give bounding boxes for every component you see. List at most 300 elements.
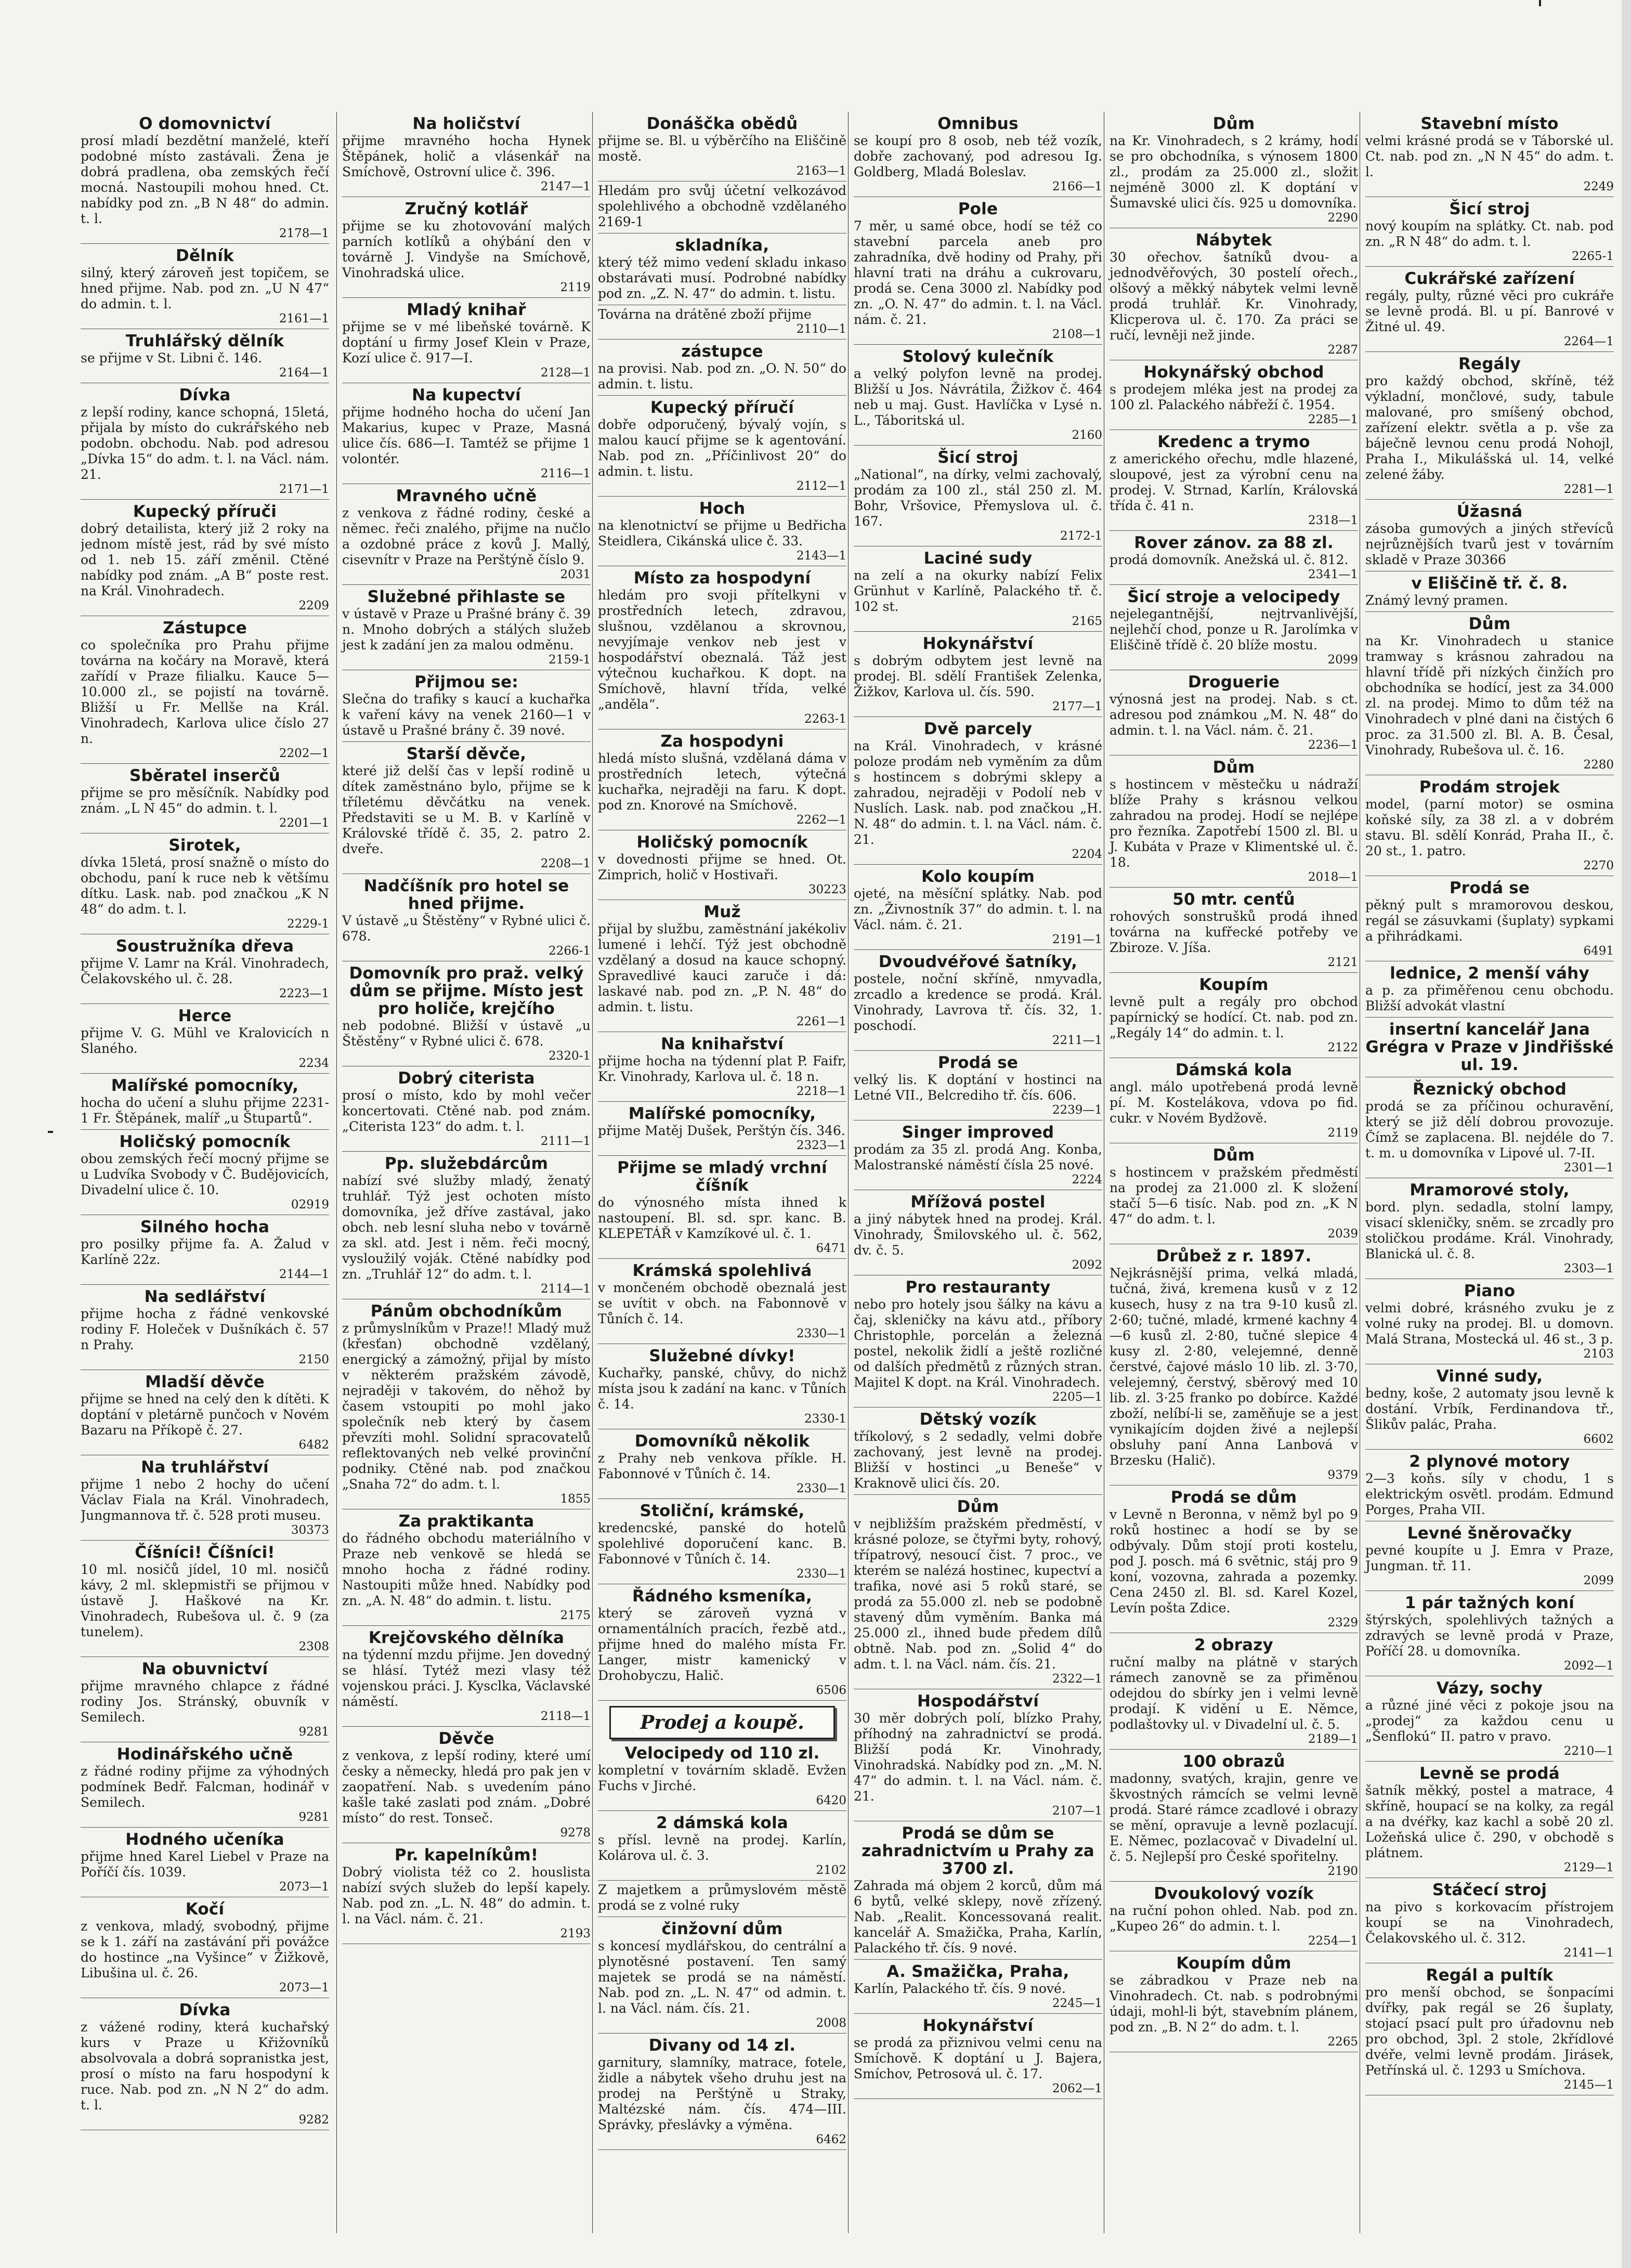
ad-text: Hledám pro svůj účetní velkozávod spolehlivého a obchodně vzdělaného 2169-1 — [598, 183, 846, 229]
ad-heading: Hospodářství — [917, 1692, 1039, 1711]
ad-divider — [1365, 499, 1614, 500]
classified-ad — [1110, 534, 1358, 581]
ad-heading: Šicí stroj — [937, 448, 1019, 467]
ad-text: V ústavě „u Štěstěny“ v Rybné ulici č. 678. — [342, 913, 591, 944]
ad-heading: Za praktikanta — [398, 1512, 534, 1531]
ad-heading: Kupecký příručí — [650, 398, 794, 417]
ad-text: přijme V. Lamr na Král. Vinohradech, Čelakovského ul. č. 28. — [81, 956, 329, 986]
ad-number: 2191—1 — [1052, 933, 1102, 946]
ad-number: 2262—1 — [796, 813, 846, 827]
ad-heading: Hoch — [699, 499, 746, 518]
ad-divider — [1110, 530, 1358, 531]
ad-number: 2163—1 — [796, 164, 846, 178]
ad-text: co společníka pro Prahu přijme továrna na kočáry na Moravě, která zařídí v Praze filialku. Kauce 5—10.000 zl., se pojistí na továrně. Bližší u Fr. Mellše na Král. Vinohradech, Karlova ulice číslo 27 n. — [81, 637, 329, 746]
ad-number: 2141—1 — [1563, 1946, 1614, 1960]
ad-number: 2285—1 — [1308, 413, 1358, 426]
ad-text: 7 měr, u samé obce, hodí se též co stavební parcela aneb pro zahradníka, dvě hodiny od Prahy, při hlavní trati na dráhu a cukrovaru, prodá se. Cena 3000 zl. Nabídky pod zn. „O. N. 47“ do admin. t. l. na Václ. nám. č. 21. — [854, 218, 1102, 327]
ad-heading: Krejčovského dělníka — [368, 1628, 565, 1647]
ad-number: 2341—1 — [1308, 568, 1358, 581]
classified-ad — [1365, 355, 1614, 496]
classified-ad — [598, 1502, 846, 1581]
ad-text: s přísl. levně na prodej. Karlín, Kolárova ul. č. 3. — [598, 1832, 846, 1863]
classified-ad — [598, 237, 846, 302]
ad-number: 6420 — [816, 1794, 846, 1807]
ad-divider — [854, 445, 1102, 446]
ad-heading: činžovní dům — [661, 1920, 783, 1938]
ad-divider — [342, 1625, 591, 1626]
ad-heading: Hokynářství — [922, 2016, 1034, 2035]
ad-number: 2330—1 — [796, 1482, 846, 1495]
ad-divider — [598, 395, 846, 396]
ad-text: se zábradkou v Praze neb na Vinohradech. Ct. nab. s podrobnými údaji, mohl-li být, stavebním plánem, pod zn. „B. N 2“ do adm. t. l. — [1110, 1973, 1358, 2035]
ad-heading: Levně se prodá — [1419, 1764, 1560, 1783]
classified-ad — [342, 1302, 591, 1506]
classified-ad — [342, 386, 591, 480]
ad-divider — [1365, 1761, 1614, 1762]
ad-number: 2208—1 — [540, 857, 591, 870]
ad-column — [592, 112, 846, 2233]
ad-number: 2224 — [1072, 1173, 1102, 1187]
ad-text: a velký polyfon levně na prodej. Bližší u Jos. Návrátila, Žižkov č. 464 neb u maj. Gust. Havlíčka v Lysé n. L., Táboritská ul. — [854, 366, 1102, 428]
ad-number: 2330-1 — [804, 1412, 846, 1426]
ad-divider — [342, 1726, 591, 1727]
ad-number: 2178—1 — [279, 227, 329, 240]
ad-text: Karlín, Palackého tř. čís. 9 nové. — [854, 1981, 1066, 1996]
ad-divider — [81, 243, 329, 244]
ad-column — [1104, 112, 1358, 2233]
ad-heading: 50 mtr. cenťů — [1172, 890, 1295, 909]
ad-text: a p. za přiměřenou cenu obchodu. Bližší advokát vlastní — [1365, 983, 1614, 1013]
ad-heading: Stavební místo — [1420, 114, 1559, 133]
ad-text: prosí o místo, kdo by mohl večer koncertovati. Ctěné nab. pod znám. „Citerista 123“ do adm. t. l. — [342, 1088, 591, 1134]
classified-ad — [598, 1587, 846, 1697]
ad-number: 2108—1 — [1052, 328, 1102, 341]
ad-text: přijme se pro měsíčník. Nabídky pod znám. „L N 45“ do admin. t. l. — [81, 785, 329, 816]
ad-text: na ruční pohon ohled. Nab. pod zn. „Kupeo 26“ do admin. t. l. — [1110, 1903, 1358, 1934]
classified-ad — [598, 1159, 846, 1255]
ad-heading: Služebné dívky! — [649, 1347, 795, 1365]
ad-text: s dobrým odbytem jest levně na prodej. Bl. sdělí František Zelenka, Žižkov, Karlova ul. čís. 590. — [854, 653, 1102, 699]
ad-divider — [854, 2098, 1102, 2099]
ad-text: bedny, koše, 2 automaty jsou levně k dostání. Vrbík, Ferdinandova tř., Šlikův palác, Praha. — [1365, 1386, 1614, 1432]
classified-ad — [1365, 615, 1614, 772]
ad-number: 2323—1 — [796, 1139, 846, 1152]
ad-heading: Dům — [957, 1497, 999, 1516]
ad-divider — [81, 499, 329, 500]
ad-text: z venkova, z lepší rodiny, které umí česky a německy, hledá pro pak jen v zaopatření. Nab. s uvedením páno kašle také zaslati pod znám. „Dobré místo“ do rest. Tonseč. — [342, 1748, 591, 1826]
ad-number: 2122 — [1327, 1041, 1358, 1054]
ad-text: z průmyslníkům v Praze!! Mladý muž (křesťan) obchodně vzdělaný, energický a zámožný, přijal by místo v některém pražském závodě, nejraději v takovém, do něhož by časem vstoupiti po mohl jako společník neb který by časem převzíti mohl. Solidní spracovatelů reflektovaných neb velké provinční podniky. Ctěné nab. pod značkou „Snaha 72“ do adm. t. l. — [342, 1321, 591, 1492]
ad-heading: Regály — [1458, 355, 1521, 373]
ad-number: 2121 — [1327, 956, 1358, 969]
ad-text: pro posilky přijme fa. A. Žalud v Karlíně 22z. — [81, 1236, 329, 1267]
ad-number: 2092 — [1072, 1258, 1102, 1272]
classified-ad — [1365, 1966, 1614, 2092]
ad-heading: Regál a pultík — [1426, 1966, 1554, 1985]
ad-heading: Mramorové stoly, — [1410, 1181, 1570, 1200]
ad-heading: Kredenc a trymo — [1157, 433, 1310, 451]
ad-heading: Stolový kulečník — [902, 347, 1054, 366]
ad-column — [81, 112, 329, 2233]
classified-ad — [1110, 363, 1358, 426]
ad-text: nebo pro hotely jsou šálky na kávu a čaj, skleničky na kávu atd., příbory Christophle, porcelán a železná postel, nekolik židlí a ještě rozličné od dalších předmětů z různých stran. Majitel K dopt. na Král. Vinohradech. — [854, 1297, 1102, 1390]
classified-ad — [1110, 1636, 1358, 1746]
ad-heading: Pp. služebdárcům — [384, 1154, 549, 1173]
classified-ad — [1365, 964, 1614, 1014]
ad-number: 2218—1 — [796, 1085, 846, 1098]
ad-divider — [342, 584, 591, 585]
ad-heading: Sirotek, — [168, 836, 241, 855]
ad-number: 2245—1 — [1052, 1997, 1102, 2010]
classified-ad — [854, 200, 1102, 341]
ad-text: přijal by službu, zaměstnání jakékoliv lumené i lehčí. Týž jest obchodně vzdělaný a dosud na kauce schopný. Spravedlivé kauci zaruče i dá: laskavé nab. pod zn. „P. N. 48“ do admin. t. listu. — [598, 921, 846, 1014]
ad-heading: Na obuvnictví — [141, 1660, 268, 1678]
ad-divider — [1110, 429, 1358, 430]
ad-number: 2236—1 — [1308, 738, 1358, 752]
ad-text: tříkolový, s 2 sedadly, velmi dobře zachovaný, jest levně na prodej. Bližší v hostinci „u Beneše“ v Kraknově ulici čís. 20. — [854, 1429, 1102, 1491]
ad-divider — [342, 741, 591, 742]
classified-ad — [81, 1900, 329, 1995]
classified-ad — [854, 449, 1102, 543]
ad-heading: Dětský vozík — [919, 1410, 1037, 1429]
ad-number: 2159-1 — [549, 653, 591, 667]
classified-ad — [854, 1824, 1102, 1956]
ad-heading: Nábytek — [1195, 231, 1272, 250]
classified-ad — [1110, 976, 1358, 1054]
ad-number: 2229-1 — [287, 917, 329, 931]
ad-divider — [1365, 1017, 1614, 1018]
ad-number: 2329 — [1327, 1616, 1358, 1630]
ad-text: přijme hned Karel Liebel v Praze na Poříčí čís. 1039. — [81, 1849, 329, 1880]
ad-heading: Kočí — [185, 1900, 225, 1919]
ad-heading: Na holičství — [412, 114, 520, 133]
classified-ad — [342, 487, 591, 581]
ad-text: velmi dobré, krásného zvuku je z volné ruky na prodej. Bl. u domovn. Malá Strana, Mostecká ul. 46 st., 3 p. — [1365, 1300, 1614, 1347]
ad-text: přijme mravného hocha Hynek Štěpánek, holič a vlásenkář na Smíchově, Ostrovní ulice č. 396. — [342, 133, 591, 179]
ad-heading: Kolo koupím — [921, 867, 1035, 886]
ad-text: v mončeném obchodě obeznalá jest se uvítit v obch. na Fabonnově v Tůních č. 14. — [598, 1280, 846, 1326]
classified-ad — [854, 1193, 1102, 1272]
ad-text: na Kr. Vinohradech, s 2 krámy, hodí se pro obchodníka, s výnosem 1800 zl., prodám za 25.000 zl., složit nejméně 3000 zl. K doptání v Šumavské ulici čís. 925 u domovníka. — [1110, 133, 1358, 211]
ad-divider — [1110, 1881, 1358, 1882]
ad-number: 2210—1 — [1563, 1744, 1614, 1758]
ad-heading: Pole — [958, 200, 998, 218]
ad-divider — [342, 1151, 591, 1152]
classified-ad — [854, 115, 1102, 193]
classified-ad — [598, 1035, 846, 1098]
ad-text: prodám za 35 zl. prodá Ang. Konba, Malostranské náměstí čísla 25 nové. — [854, 1142, 1102, 1172]
ad-number: 2202—1 — [279, 747, 329, 760]
classified-ad — [1365, 1282, 1614, 1361]
ad-text: do výnosného místa ihned k nastoupení. Bl. sd. spr. kanc. B. KLEPETÁŘ v Kamzíkové ul. č. 1. — [598, 1195, 846, 1241]
ad-text: dobře odporučený, bývalý vojín, s malou kaucí přijme se k agentování. Nab. pod zn. „Příčinlivost 20“ do admin. t. listu. — [598, 417, 846, 479]
ad-text: štýrských, spolehlivých tažných a zdravých se levně prodá v Praze, Poříčí 28. u domovníka. — [1365, 1612, 1614, 1659]
ad-heading: Muž — [703, 903, 741, 921]
ad-divider — [81, 1073, 329, 1074]
ad-text: Z majetkem a průmyslovém městě prodá se z volné ruky — [598, 1882, 846, 1913]
ad-text: velký lis. K doptání v hostinci na Letné VII., Belcrediho tř. čís. 606. — [854, 1072, 1102, 1103]
ad-heading: Prodá se — [937, 1053, 1019, 1072]
ad-text: postele, noční skříně, nmyvadla, zrcadlo a kredence se prodá. Král. Vinohrady, Lavrova tř. čís. 32, 1. poschodí. — [854, 971, 1102, 1033]
classified-ad — [1365, 1594, 1614, 1673]
ad-text: na týdenní mzdu přijme. Jen dovedný se hlásí. Tytéž mezi vlasy též vojenskou práci. J. Kysclka, Václavské náměstí. — [342, 1647, 591, 1709]
classified-ad — [1365, 778, 1614, 872]
ad-number: 2266-1 — [549, 944, 591, 958]
ad-heading: Dobrý citerista — [398, 1069, 535, 1088]
ad-number: 2144—1 — [279, 1268, 329, 1281]
ad-number: 2031 — [560, 568, 591, 581]
ad-heading: Herce — [178, 1007, 232, 1025]
ad-divider — [854, 344, 1102, 345]
classified-ad — [854, 1279, 1102, 1404]
classified-ad — [1365, 1181, 1614, 1275]
ad-heading: Dům — [1212, 758, 1255, 777]
ad-heading: Piano — [1464, 1282, 1516, 1300]
classified-ad — [342, 1070, 591, 1148]
ad-divider — [81, 1827, 329, 1828]
ad-heading: Truhlářský dělník — [125, 332, 284, 350]
ad-number: 2073—1 — [279, 1981, 329, 1995]
ad-number: 2290 — [1327, 211, 1358, 225]
classified-ad — [1365, 503, 1614, 568]
ad-text: 10 ml. nosičů jídel, 10 ml. nosičů kávy, 2 ml. sklepmistři se přijmou v ústavě J. Haškové na Kr. Vinohradech, Rubešova ul. č. 9 (za tunelem). — [81, 1562, 329, 1639]
ad-text: 2—3 koňs. síly v chodu, 1 s elektrickým osvětl. prodám. Edmund Porges, Praha VII. — [1365, 1471, 1614, 1517]
classified-ad — [342, 1513, 591, 1622]
ad-number: 2118—1 — [540, 1710, 591, 1723]
ad-heading: 100 obrazů — [1182, 1752, 1285, 1771]
ad-text: s hostincem v pražském předměstí na prodej za 21.000 zl. K složení stačí 5—6 tisíc. Nab. pod zn. „K N 47“ do adm. t. l. — [1110, 1165, 1358, 1227]
classified-ad — [81, 1373, 329, 1452]
classified-ad — [854, 1411, 1102, 1491]
ad-heading: Dům — [1212, 114, 1255, 133]
ad-text: které již delší čas v lepší rodině u dítek zaměstnáno bylo, přijme se k tříletému děvčátku na venek. Představiti se u M. B. v Karlíně v Královské třídě č. 35, 2. patro 2. dveře. — [342, 763, 591, 856]
ad-heading: Řádného ksmeníka, — [632, 1587, 813, 1606]
ad-heading: Donáščka obědů — [646, 114, 798, 133]
classified-ad — [1365, 270, 1614, 348]
classified-ad — [1110, 759, 1358, 884]
ad-number: 2318—1 — [1308, 514, 1358, 527]
ad-number: 9281 — [298, 1810, 329, 1824]
ad-heading: Laciné sudy — [923, 549, 1033, 568]
ad-text: silný, který zároveň jest topičem, se hned přijme. Nab. pod zn. „U N 47“ do admin. t. l. — [81, 265, 329, 311]
ad-text: přijme V. G. Mühl ve Kralovicích n Slaného. — [81, 1025, 329, 1056]
classified-ad — [598, 343, 846, 392]
ad-text: přijme hodného hocha do učení Jan Makarius, kupec v Praze, Masná ulice čís. 686—I. Tamtéž se přijme 1 volontér. — [342, 405, 591, 466]
ad-number: 2263-1 — [804, 712, 846, 726]
ad-text: přijme hocha na týdenní plat P. Faifr, Kr. Vinohrady, Karlova ul. č. 18 n. — [598, 1053, 846, 1084]
classified-ad — [1365, 575, 1614, 608]
ad-text: který též mimo vedení skladu inkaso obstarávati musí. Podrobné nabídky pod zn. „Z. N. 47“ do admin. t. listu. — [598, 255, 846, 301]
ad-number: 2099 — [1583, 1574, 1614, 1587]
classified-ad — [1365, 1080, 1614, 1175]
ad-number: 2112—1 — [796, 479, 846, 493]
classified-ad — [1110, 1061, 1358, 1140]
ad-heading: Koupím dům — [1176, 1954, 1291, 1973]
ad-heading: A. Smažička, Praha, — [886, 1962, 1069, 1981]
ad-heading: zástupce — [681, 342, 763, 361]
classified-ad — [81, 1288, 329, 1366]
ad-number: 2039 — [1327, 1227, 1358, 1241]
ad-number: 30373 — [291, 1523, 329, 1537]
ad-divider — [598, 1880, 846, 1881]
ad-number: 2209 — [298, 599, 329, 612]
classified-ad — [81, 1831, 329, 1894]
classified-ad — [1110, 1885, 1358, 1948]
ad-divider — [854, 716, 1102, 717]
ad-heading: 2 plynové motory — [1409, 1452, 1570, 1471]
ad-heading: Na sedlářství — [144, 1287, 266, 1306]
ad-column — [336, 112, 591, 2233]
ad-number: 2201—1 — [279, 816, 329, 830]
ad-heading: insertní kancelář Jana Grégra v Praze v Jindřišské ul. 19. — [1365, 1020, 1614, 1074]
ad-text: na provisi. Nab. pod zn. „O. N. 50“ do admin. t. listu. — [598, 361, 846, 392]
classified-ad — [598, 500, 846, 563]
ad-number: 2330—1 — [796, 1567, 846, 1581]
section-heading-box: Prodej a koupě. — [609, 1706, 835, 1739]
ad-text: Zahrada má objem 2 korců, dům má 6 bytů, velké sklepy, nově zřízený. Nab. „Realit. Koncessovaná realit. kancelář A. Smažička, Praha, Karlín, Palackého tř. čís. 9 nové. — [854, 1878, 1102, 1956]
ad-heading: Mladší děvče — [145, 1373, 265, 1391]
ad-divider — [1110, 584, 1358, 585]
classified-ad — [81, 386, 329, 496]
classified-ad — [342, 1155, 591, 1296]
ad-text: hledá místo slušná, vzdělaná dáma v prostředních letech, výtečná kuchařka, nejraději na faru. K dopt. pod zn. Knorové na Smíchově. — [598, 751, 846, 813]
ad-number: 2264—1 — [1563, 335, 1614, 348]
ad-number: 2301—1 — [1563, 1161, 1614, 1175]
ad-heading: Prodá se dům se zahradnictvím u Prahy za 3700 zl. — [862, 1824, 1094, 1878]
ad-text: na pivo s korkovacím přístrojem koupí se na Vinohradech, Čelakovského ul. č. 312. — [1365, 1899, 1614, 1946]
classified-ad — [342, 301, 591, 380]
ad-number: 2073—1 — [279, 1880, 329, 1894]
ad-heading: Služebné přihlaste se — [367, 588, 566, 606]
ad-heading: Holičský pomocník — [636, 833, 808, 852]
ad-heading: Holičský pomocník — [119, 1132, 291, 1151]
ad-text: z venkova z řádné rodiny, české a němec. řeči znalého, přijme na nučlo a ozdobné práce z kovů J. Mallý, cisevnítr v Praze na Perštýně číslo 9. — [342, 505, 591, 567]
ad-divider — [854, 2013, 1102, 2014]
ad-number: 9379 — [1327, 1468, 1358, 1482]
classified-ad — [598, 2037, 846, 2146]
ad-heading: 1 pár tažných koní — [1404, 1594, 1575, 1612]
ad-number: 2320-1 — [549, 1049, 591, 1063]
ad-text: Slečna do trafiky s kaucí a kuchařka k vaření kávy na venek 2160—1 v ústavě u Prašné brány č. 39 nové. — [342, 692, 591, 738]
ad-number: 2204 — [1072, 848, 1102, 861]
ad-number: 9281 — [298, 1725, 329, 1739]
classified-ad — [1110, 1146, 1358, 1241]
ad-heading: Úžasná — [1456, 502, 1523, 521]
ad-text: madonny, svatých, krajin, genre ve škvostných rámcích se velmi levně prodá. Staré rámce zcadlové i obrazy se mění, opravuje a levně pozlacují. E. Němec, pozlacovač v Divadelní ul. č. 5. Nejlepší pro České spořitelny. — [1110, 1771, 1358, 1864]
ad-number: 2145—1 — [1563, 2078, 1614, 2092]
ad-text: se prodá za přiznivou velmi cenu na Smíchově. K doptání u J. Bajera, Smíchov, Petrosová ul. č. 17. — [854, 2035, 1102, 2081]
ad-text: se koupí pro 8 osob, neb též vozík, dobře zachovaný, pod adresou Ig. Goldberg, Mladá Boleslav. — [854, 133, 1102, 179]
classified-ad — [81, 115, 329, 240]
ad-number: 2189—1 — [1308, 1732, 1358, 1746]
ad-divider — [854, 1959, 1102, 1960]
ad-text: dívka 15letá, prosí snažně o místo do obchodu, paní k ruce neb k většímu dítku. Lask. nab. pod značkou „K N 48“ do adm. t. l. — [81, 855, 329, 917]
ad-text: velmi krásné prodá se v Táborské ul. Ct. nab. pod zn. „N N 45“ do adm. t. l. — [1365, 133, 1614, 179]
ad-heading: Levné šněrovačky — [1407, 1524, 1572, 1543]
classified-ad — [854, 1963, 1102, 2010]
ad-heading: Dámská kola — [1175, 1061, 1293, 1079]
ad-text: v ústavě v Praze u Prašné brány č. 39 n. Mnoho dobrých a stálých služeb jest k zadání jen za malou odměnu. — [342, 606, 591, 653]
ad-number: 2129—1 — [1563, 1861, 1614, 1874]
ad-number: 2092—1 — [1563, 1659, 1614, 1673]
ad-divider — [598, 339, 846, 340]
ad-heading: v Eliščině tř. č. 8. — [1411, 574, 1568, 593]
ad-text: „National“, na dírky, velmi zachovalý, prodám za 100 zl., stál 250 zl. M. Bohr, Vršovice, Přemyslova ul. č. 167. — [854, 467, 1102, 529]
ad-divider — [598, 1155, 846, 1156]
ad-text: nabízí své služby mladý, ženatý truhlář. Týž jest ochoten místo domovníka, jež dříve zastával, jako obch. neb lesní sluha nebo v továrně za skl. atd. Jest i něm. řeči mocný, vysloužilý voják. Ctěné nabídky pod zn. „Truhlář 12“ do adm. t. l. — [342, 1173, 591, 1282]
ad-heading: Zručný kotlář — [405, 200, 528, 218]
ad-heading: Dům — [1468, 615, 1511, 633]
classified-ad — [854, 720, 1102, 861]
classified-ad — [854, 550, 1102, 628]
ad-text: přijme mravného chlapce z řádné rodiny Jos. Stránský, obuvník v Semilech. — [81, 1678, 329, 1725]
ad-heading: Hokynářský obchod — [1143, 363, 1324, 382]
classified-ad — [598, 1882, 846, 1913]
ad-heading: Na kupectví — [412, 386, 521, 405]
ad-heading: Kupecký příruči — [133, 502, 277, 521]
ad-heading: Singer improved — [902, 1123, 1054, 1142]
ad-text: kredencské, panské do hotelů spolehlivé doporučení kanc. B. Fabonnové v Tůních č. 14. — [598, 1520, 846, 1567]
classified-ad — [1110, 1247, 1358, 1482]
ad-number: 2166—1 — [1052, 180, 1102, 193]
ad-text: prosí mladí bezdětní manželé, kteří podobné místo zastávali. Žena je dobrá pradlena, oba zemských řečí mocná. Nastoupili mohou hned. Ct. nabídky pod zn. „B N 48“ do admin. t. l. — [81, 133, 329, 226]
ad-text: z vážené rodiny, která kuchařský kurs v Praze u Křižovníků absolvovala a dobrá sopranistka jest, prosí o místo na faru hospodyní k ruce. Nab. pod zn. „N N 2“ do adm. t. l. — [81, 2019, 329, 2113]
classified-ad — [1110, 433, 1358, 527]
ad-heading: Mřížová postel — [910, 1193, 1046, 1211]
ad-number: 6482 — [298, 1438, 329, 1452]
ad-text: pro každý obchod, skříně, též výkladní, mončlové, sudy, tabule malované, pro smíšený obchod, zařízení elektr. světla a p. vše za báječně levnou cenu prodá Nohojl, Praha I., Mikulášská ul. 14, velké zelené žáby. — [1365, 373, 1614, 482]
classified-ad — [854, 1124, 1102, 1187]
ad-text: regály, pulty, různé věci pro cukráře se levně prodá. Bl. u pí. Banrové v Žitné ul. 49. — [1365, 288, 1614, 334]
crop-mark — [48, 1131, 53, 1133]
classified-ad — [598, 1105, 846, 1152]
ad-heading: Prodá se dům — [1170, 1488, 1297, 1507]
ad-text: v nejbližším pražském předměstí, v krásné poloze, se čtyřmi byty, rohový, třípatrový, nesoucí čist. 7 proc., ve kterém se nalézá hostinec, kupectví a trafika, nové asi 5 roků staré, se prodá za 55.000 zl. neb se podobně stavený dům vyměním. Banka má 25.000 zl., ihned bude předem dílů obtně. Nab. pod zn. „Solid 4“ do adm. t. l. na Václ. nám. čís. 21. — [854, 1516, 1102, 1672]
classified-ad — [81, 503, 329, 612]
ad-heading: Domovníků několik — [634, 1432, 810, 1451]
ad-heading: Silného hocha — [140, 1218, 270, 1236]
classified-ad — [1365, 1524, 1614, 1587]
ad-text: s koncesí mydlářskou, do centrální a plynotěsné postavení. Ten samý majetek se prodá se na náměstí. Nab. pod zn. „L. N. 47“ od admin. t. l. na Václ. nám. čís. 21. — [598, 1938, 846, 2016]
classified-ad — [342, 588, 591, 667]
ad-heading: Mravného učně — [396, 487, 537, 505]
ad-number: 2107—1 — [1052, 1804, 1102, 1818]
classified-ad — [854, 868, 1102, 946]
ad-text: přijme 1 nebo 2 hochy do učení Václav Fiala na Král. Vinohradech, Jungmannova tř. č. 528 proti museu. — [81, 1477, 329, 1523]
ad-number: 2303—1 — [1563, 1262, 1614, 1275]
ad-heading: O domovnictví — [139, 114, 271, 133]
ad-number: 2330—1 — [796, 1327, 846, 1340]
page-edge — [1622, 0, 1631, 2268]
ad-number: 2171—1 — [279, 483, 329, 496]
ad-heading: Prodá se — [1449, 879, 1530, 897]
ad-heading: Vinné sudy, — [1436, 1367, 1543, 1386]
ad-number: 2280 — [1583, 758, 1614, 772]
ad-text: neb podobné. Bližší v ústavě „u Štěstěny“ v Rybné ulici č. 678. — [342, 1018, 591, 1049]
ad-divider — [598, 2033, 846, 2034]
ad-text: Kuchařky, panské, chůvy, do nichž místa jsou k zadání na kanc. v Tůních č. 14. — [598, 1365, 846, 1412]
classified-ad — [342, 1629, 591, 1723]
ad-heading: lednice, 2 menší váhy — [1390, 964, 1589, 983]
ad-number: 2265-1 — [1572, 250, 1614, 263]
ad-divider — [854, 864, 1102, 865]
classified-ad — [598, 1262, 846, 1340]
ad-column — [848, 112, 1102, 2233]
classified-ad — [854, 1498, 1102, 1686]
ad-text: na zelí a na okurky nabízí Felix Grünhut v Karlíně, Palackého tř. č. 102 st. — [854, 568, 1102, 614]
ad-number: 2018—1 — [1308, 870, 1358, 884]
ad-text: Známý levný pramen. — [1365, 593, 1508, 608]
